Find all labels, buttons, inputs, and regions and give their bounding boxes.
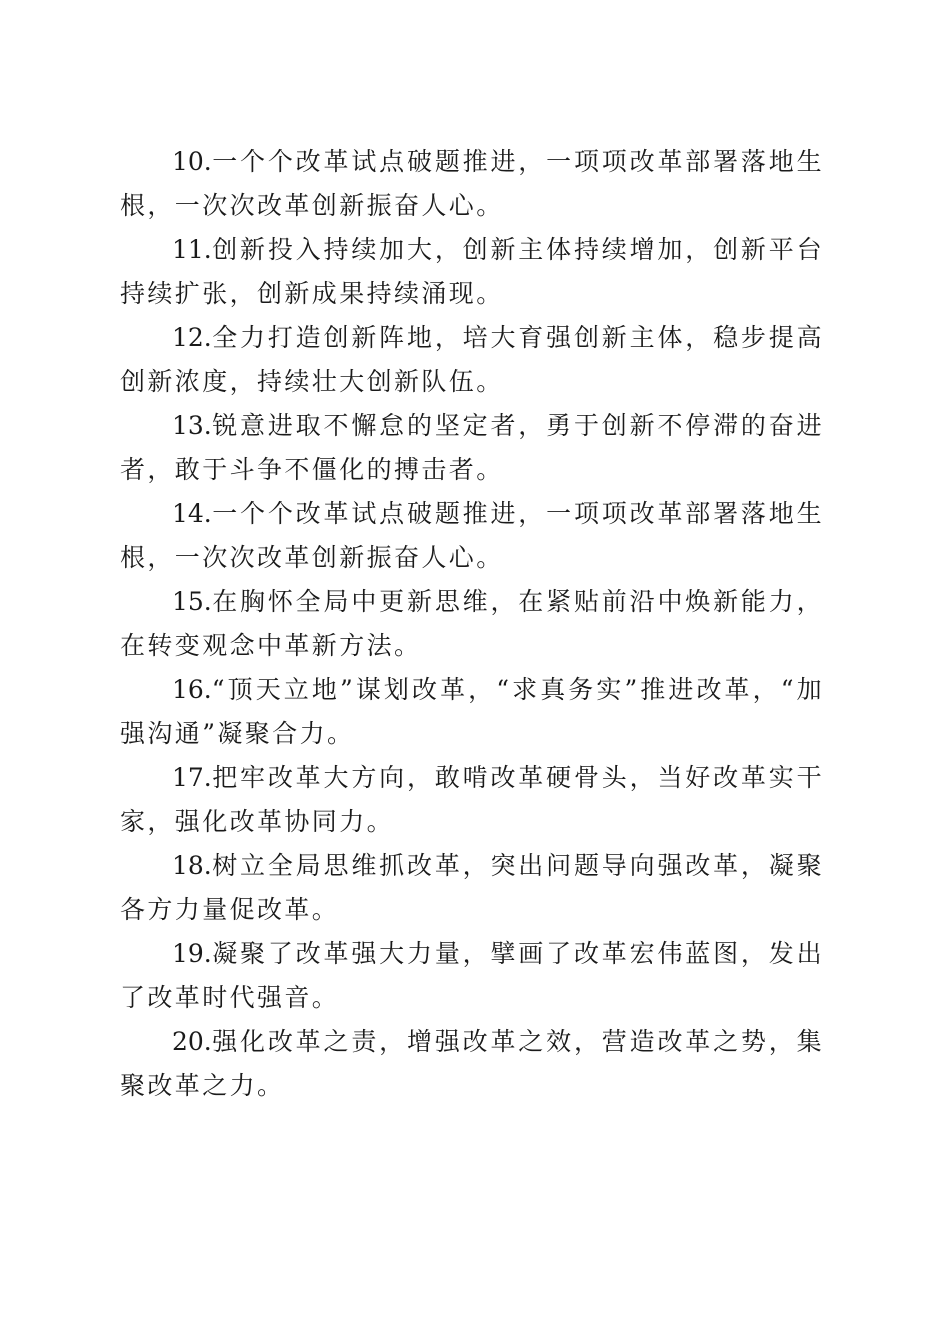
item-number: 20.: [172, 1027, 212, 1056]
item-number: 15.: [172, 587, 212, 616]
item-text: 全力打造创新阵地，培大育强创新主体，稳步提高创新浓度，持续壮大创新队伍。: [120, 323, 824, 396]
item-text: 把牢改革大方向，敢啃改革硬骨头，当好改革实干家，强化改革协同力。: [120, 763, 824, 836]
item-text: 强化改革之责，增强改革之效，营造改革之势，集聚改革之力。: [120, 1027, 824, 1100]
list-item: [120, 404, 824, 492]
item-number: 18.: [172, 851, 212, 880]
list-item: [120, 140, 824, 228]
list-item: [120, 844, 824, 932]
item-text: 锐意进取不懈怠的坚定者，勇于创新不停滞的奋进者，敢于斗争不僵化的搏击者。: [120, 411, 824, 484]
item-number: 16.: [172, 675, 212, 704]
document-body: [120, 140, 824, 1108]
item-number: 11.: [172, 235, 212, 264]
item-text: 凝聚了改革强大力量，擘画了改革宏伟蓝图，发出了改革时代强音。: [120, 939, 824, 1012]
list-item: [120, 316, 824, 404]
item-text: 一个个改革试点破题推进，一项项改革部署落地生根，一次次改革创新振奋人心。: [120, 147, 824, 220]
list-item: [120, 668, 824, 756]
item-text: 创新投入持续加大，创新主体持续增加，创新平台持续扩张，创新成果持续涌现。: [120, 235, 824, 308]
item-text: 树立全局思维抓改革，突出问题导向强改革，凝聚各方力量促改革。: [120, 851, 824, 924]
list-item: [120, 492, 824, 580]
list-item: [120, 756, 824, 844]
item-text: 在胸怀全局中更新思维，在紧贴前沿中焕新能力，在转变观念中革新方法。: [120, 587, 824, 660]
item-number: 19.: [172, 939, 212, 968]
item-number: 14.: [172, 499, 212, 528]
list-item: [120, 1020, 824, 1108]
item-text: 一个个改革试点破题推进，一项项改革部署落地生根，一次次改革创新振奋人心。: [120, 499, 824, 572]
item-text: “顶天立地”谋划改革，“求真务实”推进改革，“加强沟通”凝聚合力。: [120, 675, 824, 748]
item-number: 12.: [172, 323, 212, 352]
item-number: 13.: [172, 411, 212, 440]
list-item: [120, 580, 824, 668]
list-item: [120, 932, 824, 1020]
list-item: [120, 228, 824, 316]
item-number: 17.: [172, 763, 212, 792]
item-number: 10.: [172, 147, 212, 176]
